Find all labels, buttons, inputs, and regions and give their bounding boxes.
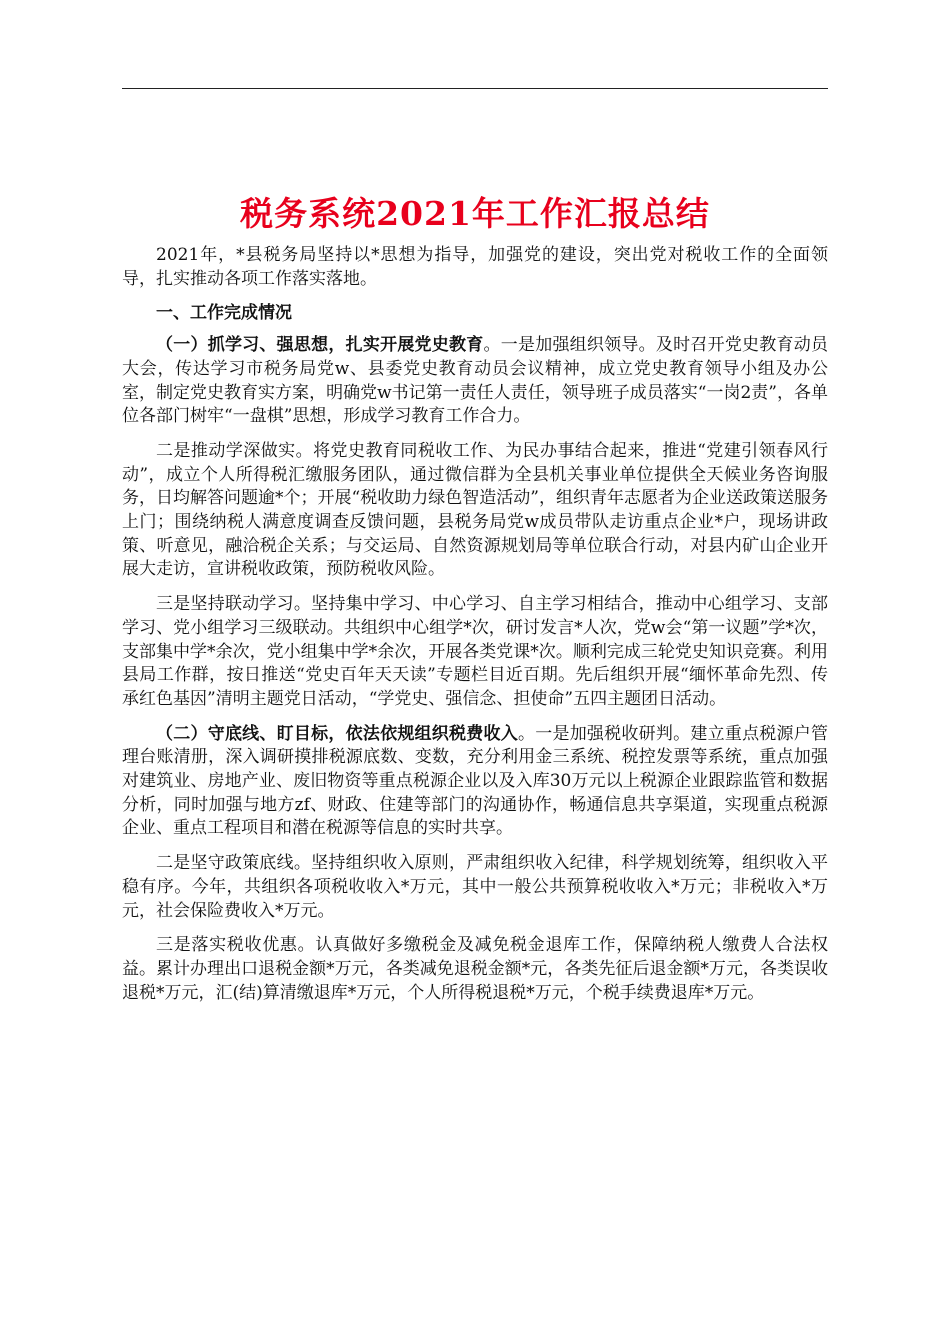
subsection-2-text: 。一是加强税收研判。建立重点税源户管理台账清册，深入调研摸排税源底数、变数，充分利用金三系统、税控发票等系统，重点加强对建筑业、房地产业、废旧物资等重点税源企业以及入库30万元以上税源企业跟踪监管和数据分析，同时加强与地方zf、财政、住建等部门的沟通协作，畅通信息共享渠道，实现重点税源企业、重点工程项目和潜在税源等信息的实时共享。: [122, 723, 829, 839]
subsection-2-paragraph: [122, 723, 828, 842]
paragraph-youhui: 三是落实税收优惠。认真做好多缴税金及减免税金退库工作，保障纳税人缴费人合法权益。累计办理出口退税金额*万元，各类减免退税金额*元，各类先征后退金额*万元，各类误收退税*万元，汇(结)算清缴退库*万元，个人所得税退税*万元，个税手续费退库*万元。: [122, 935, 828, 1003]
subsection-1-lead: （一）抓学习、强思想，扎实开展党史教育: [156, 335, 484, 356]
paragraph-liandong: 三是坚持联动学习。坚持集中学习、中心学习、自主学习相结合，推动中心组学习、支部学习、党小组学习三级联动。共组织中心组学*次，研讨发言*人次，党w会“第一议题”学*次，支部集中学*余次，党小组集中学*余次，开展各类党课*次。顺利完成三轮党史知识竞赛。利用县局工作群，按日推送“党史百年天天读”专题栏目近百期。先后组织开展“缅怀革命先烈、传承红色基因”清明主题党日活动，“学党史、强信念、担使命”五四主题团日活动。: [122, 594, 828, 709]
header-rule: [122, 88, 828, 89]
paragraph-dixian: 二是坚守政策底线。坚持组织收入原则，严肃组织收入纪律，科学规划统筹，组织收入平稳有序。今年，共组织各项税收收入*万元，其中一般公共预算税收收入*万元；非税收入*万元，社会保险费收入*万元。: [122, 853, 828, 921]
subsection-2-lead: （二）守底线、盯目标，依法依规组织税费收入: [156, 723, 518, 744]
subsection-1-text: 。一是加强组织领导。及时召开党史教育动员大会，传达学习市税务局党w、县委党史教育动员会议精神，成立党史教育领导小组及办公室，制定党史教育实方案，明确党w书记第一责任人责任，领导班子成员落实“一岗2责”，各单位各部门树牢“一盘棋”思想，形成学习教育工作合力。: [122, 335, 828, 427]
intro-paragraph: 2021年，*县税务局坚持以*思想为指导，加强党的建设，突出党对税收工作的全面领导，扎实推动各项工作落实落地。: [122, 245, 828, 289]
document-body: [122, 244, 828, 1016]
paragraph-tuidong: 二是推动学深做实。将党史教育同税收工作、为民办事结合起来，推进“党建引领春风行动”，成立个人所得税汇缴服务团队，通过微信群为全县机关事业单位提供全天候业务咨询服务，日均解答问题逾*个；开展“税收助力绿色智造活动”，组织青年志愿者为企业送政策送服务上门；围绕纳税人满意度调查反馈问题，县税务局党w成员带队走访重点企业*户，现场讲政策、听意见，融洽税企关系；与交运局、自然资源规划局等单位联合行动，对县内矿山企业开展大走访，宣讲税收政策，预防税收风险。: [122, 440, 828, 580]
section-heading-work-status: 一、工作完成情况: [156, 303, 292, 324]
subsection-1-paragraph: [122, 334, 828, 429]
document-title: 税务系统2021年工作汇报总结: [240, 194, 710, 233]
